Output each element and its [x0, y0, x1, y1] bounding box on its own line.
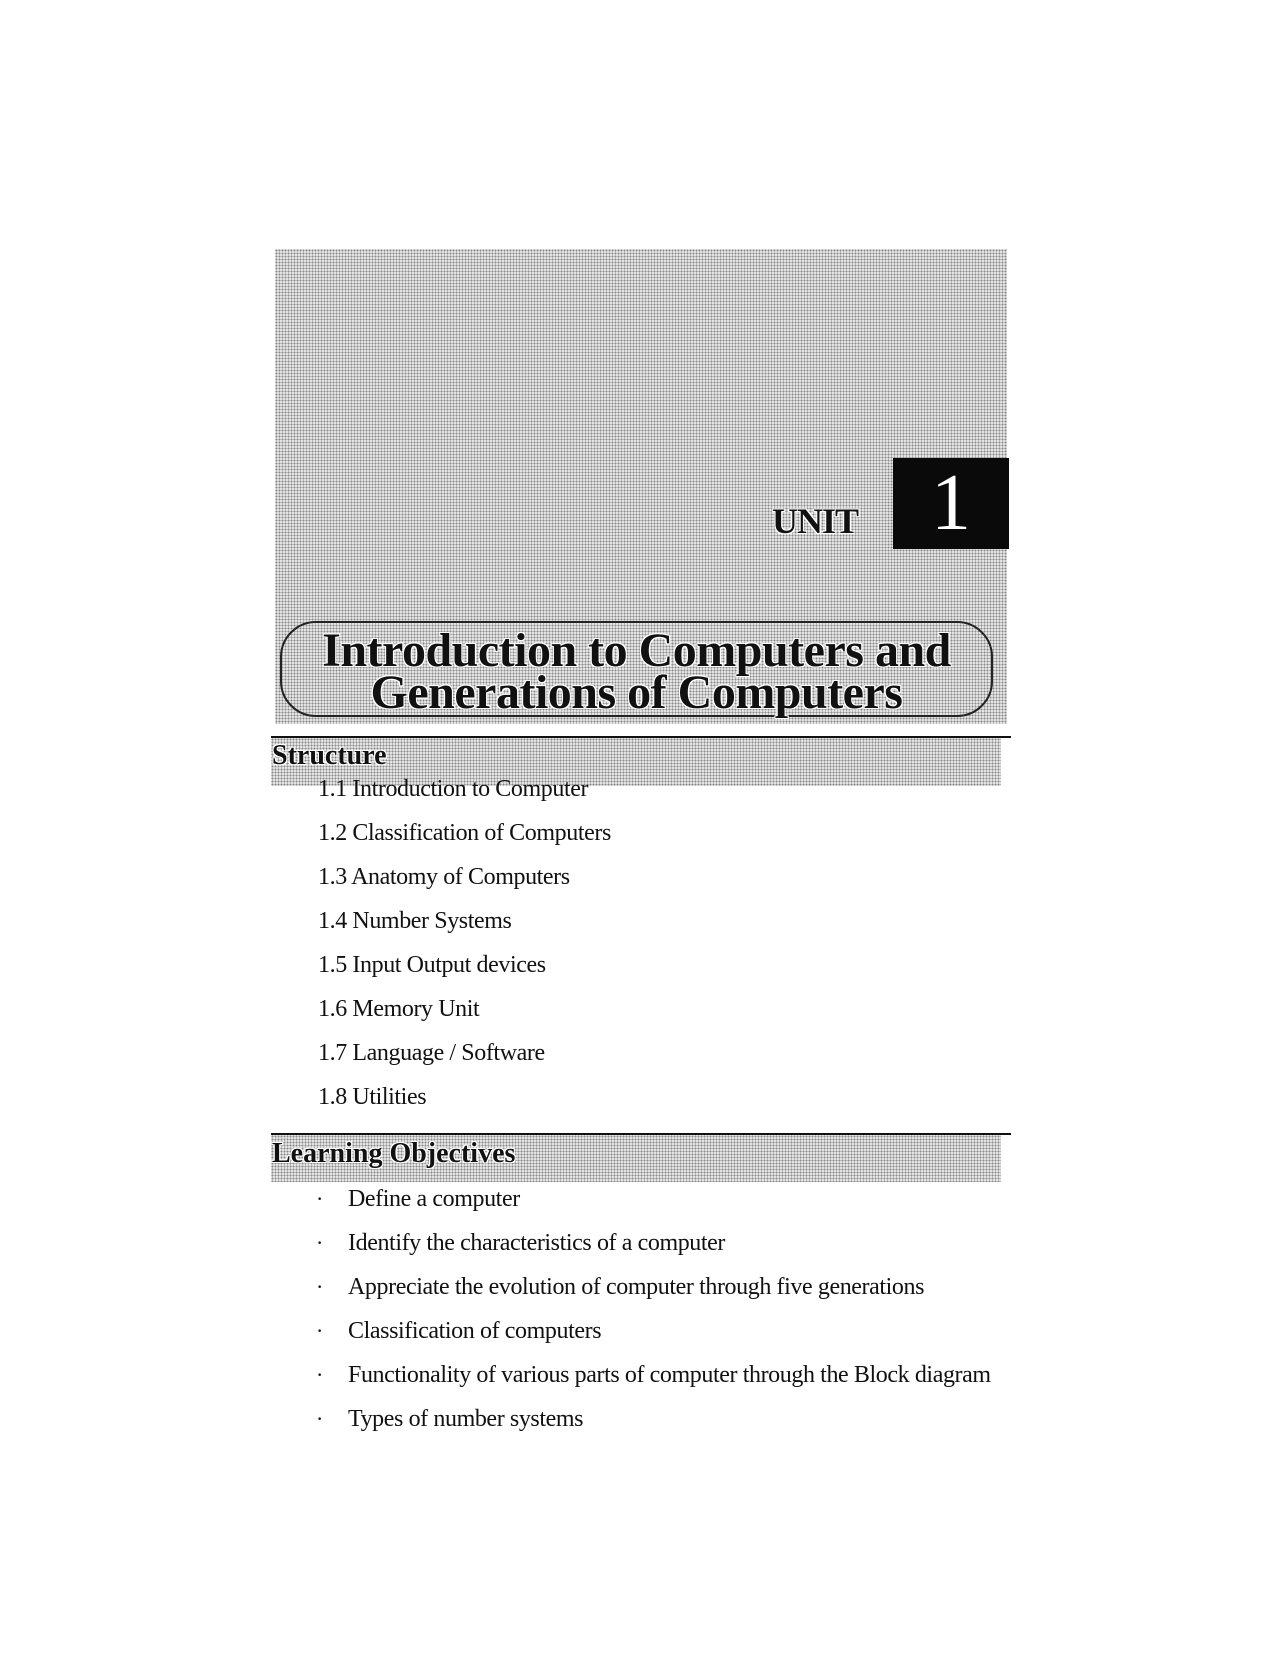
- bullet-icon: ·: [316, 1406, 323, 1431]
- objective-text: Identify the characteristics of a computer: [348, 1230, 726, 1256]
- chapter-title-line-1: Introduction to Computers and: [322, 624, 951, 677]
- learning-objectives-heading: Learning Objectives: [272, 1138, 516, 1169]
- objective-text: Classification of computers: [348, 1318, 602, 1344]
- objective-list-item: [316, 1362, 991, 1389]
- chapter-title-box: [280, 621, 993, 717]
- bullet-icon: ·: [316, 1362, 323, 1387]
- bullet-icon: ·: [316, 1274, 323, 1299]
- structure-item: 1.6 Memory Unit: [318, 996, 480, 1022]
- objective-text: Define a computer: [348, 1186, 520, 1212]
- structure-item: 1.5 Input Output devices: [318, 952, 546, 978]
- structure-item: 1.8 Utilities: [318, 1084, 427, 1110]
- bullet-icon: ·: [316, 1186, 323, 1211]
- objective-text: Types of number systems: [348, 1406, 584, 1432]
- structure-item: 1.7 Language / Software: [318, 1040, 545, 1066]
- structure-item: 1.2 Classification of Computers: [318, 820, 611, 846]
- bullet-icon: ·: [316, 1318, 323, 1343]
- structure-item: 1.3 Anatomy of Computers: [318, 864, 570, 890]
- structure-item: 1.4 Number Systems: [318, 908, 512, 934]
- structure-heading: Structure: [272, 740, 387, 771]
- objective-text: Appreciate the evolution of computer through five generations: [348, 1274, 925, 1300]
- chapter-title-line-2: Generations of Computers: [370, 666, 903, 719]
- objective-text: Functionality of various parts of computer through the Block diagram: [348, 1362, 991, 1388]
- objective-list-item: [316, 1230, 725, 1257]
- objective-list-item: [316, 1186, 520, 1213]
- unit-label: UNIT: [772, 501, 859, 541]
- unit-number: 1: [893, 458, 1009, 549]
- objective-list-item: [316, 1274, 924, 1301]
- objective-list-item: [316, 1318, 601, 1345]
- objective-list-item: [316, 1406, 583, 1433]
- structure-item: 1.1 Introduction to Computer: [318, 776, 589, 802]
- bullet-icon: ·: [316, 1230, 323, 1255]
